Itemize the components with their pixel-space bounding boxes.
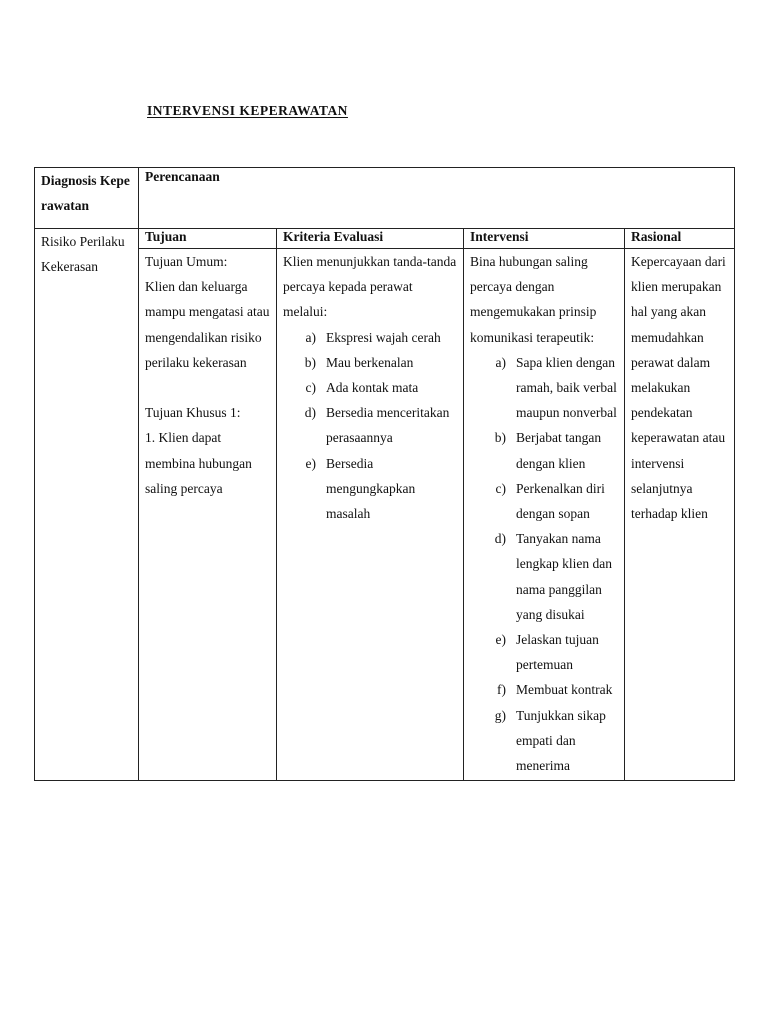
list-marker: e) bbox=[495, 632, 506, 648]
column-header-rasional: Rasional bbox=[625, 229, 735, 249]
diagnosis-cell: Risiko Perilaku Kekerasan bbox=[35, 229, 139, 781]
tujuan-umum-label: Tujuan Umum: bbox=[145, 254, 228, 269]
list-item bbox=[283, 325, 457, 350]
list-item-text: Bersedia menceritakan perasaannya bbox=[326, 405, 450, 446]
list-marker: a) bbox=[495, 354, 506, 370]
column-header-kriteria: Kriteria Evaluasi bbox=[277, 229, 464, 249]
list-marker: b) bbox=[494, 430, 506, 446]
list-item bbox=[283, 400, 457, 450]
list-marker: e) bbox=[305, 455, 316, 471]
list-item bbox=[470, 526, 618, 627]
intervensi-intro: Bina hubungan saling percaya dengan mengemukakan prinsip komunikasi terapeutik: bbox=[470, 254, 597, 345]
list-marker: c) bbox=[495, 480, 506, 496]
list-item bbox=[470, 425, 618, 475]
list-marker: a) bbox=[305, 329, 316, 345]
list-item-text: Jelaskan tujuan pertemuan bbox=[516, 632, 599, 673]
planning-header: Perencanaan bbox=[139, 168, 735, 229]
list-item-text: Berjabat tangan dengan klien bbox=[516, 430, 602, 471]
list-item bbox=[283, 350, 457, 375]
list-item-text: Ekspresi wajah cerah bbox=[326, 329, 441, 345]
tujuan-khusus-text: 1. Klien dapat membina hubungan saling percaya bbox=[145, 430, 252, 496]
list-item-text: Perkenalkan diri dengan sopan bbox=[516, 480, 605, 522]
list-item bbox=[283, 451, 457, 527]
list-marker: b) bbox=[304, 354, 316, 370]
subheader-row bbox=[35, 229, 735, 249]
list-item-text: Bersedia mengungkapkan masalah bbox=[326, 455, 416, 522]
column-header-tujuan: Tujuan bbox=[139, 229, 277, 249]
list-marker: f) bbox=[497, 682, 506, 698]
diagnosis-header: Diagnosis Keperawatan bbox=[35, 168, 139, 229]
list-item-text: Ada kontak mata bbox=[326, 380, 419, 396]
kriteria-list bbox=[283, 325, 457, 527]
list-item bbox=[470, 350, 618, 426]
list-item bbox=[283, 375, 457, 400]
list-marker: c) bbox=[305, 380, 316, 396]
list-item bbox=[470, 627, 618, 677]
rasional-cell: Kepercayaan dari klien merupakan hal yang akan memudahkan perawat dalam melakukan pendekatan keperawatan atau intervensi selanjutnya terhadap klien bbox=[625, 249, 735, 781]
intervensi-cell bbox=[464, 249, 625, 781]
header-row bbox=[35, 168, 735, 229]
list-item-text: Membuat kontrak bbox=[516, 682, 613, 698]
tujuan-khusus-label: Tujuan Khusus 1: bbox=[145, 405, 241, 421]
tujuan-cell bbox=[139, 249, 277, 781]
page-title: INTERVENSI KEPERAWATAN bbox=[147, 103, 348, 118]
list-marker: d) bbox=[304, 405, 316, 421]
list-item-text: Tunjukkan sikap empati dan menerima bbox=[516, 707, 606, 774]
content-row bbox=[35, 249, 735, 781]
nursing-intervention-table bbox=[34, 167, 735, 781]
column-header-intervensi: Intervensi bbox=[464, 229, 625, 249]
list-item bbox=[470, 677, 618, 702]
list-item bbox=[470, 703, 618, 779]
list-item-text: Tanyakan nama lengkap klien dan nama panggilan yang disukai bbox=[516, 531, 612, 622]
list-item-text: Mau berkenalan bbox=[326, 354, 414, 370]
kriteria-cell bbox=[277, 249, 464, 781]
tujuan-umum-text: Klien dan keluarga mampu mengatasi atau mengendalikan risiko perilaku kekerasan bbox=[145, 279, 270, 370]
list-item-text: Sapa klien dengan ramah, baik verbal maupun nonverbal bbox=[516, 354, 617, 421]
kriteria-intro: Klien menunjukkan tanda-tanda percaya kepada perawat melalui: bbox=[283, 254, 457, 320]
list-marker: g) bbox=[494, 707, 506, 723]
intervensi-list bbox=[470, 350, 618, 778]
list-item bbox=[470, 476, 618, 526]
list-marker: d) bbox=[494, 531, 506, 547]
